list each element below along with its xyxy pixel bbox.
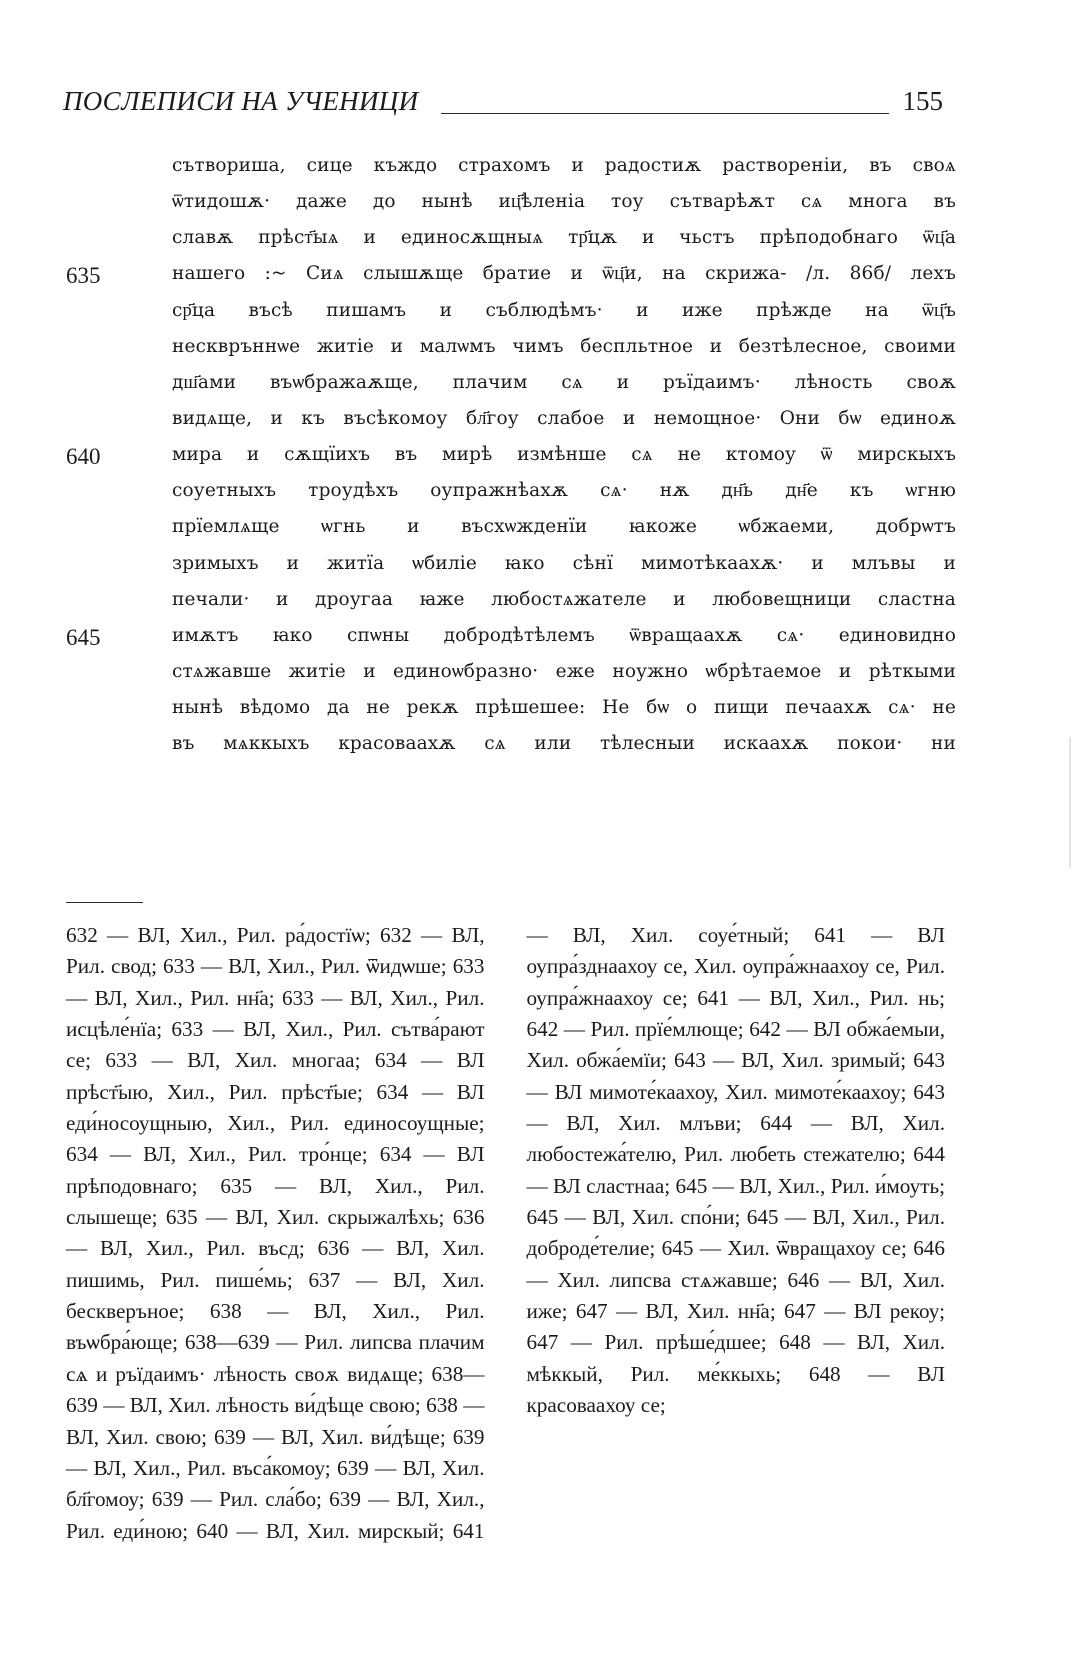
text-line — [66, 550, 956, 586]
footnote-separator — [66, 902, 143, 903]
text-line — [66, 477, 956, 513]
text-line — [66, 694, 956, 730]
text-line — [66, 622, 956, 658]
header-rule — [441, 113, 889, 114]
scan-edge-mark — [1069, 737, 1071, 868]
line-text: нашего :~ Сиѧ слышѫще братие и ѿц҃и, на скрижа- /л. 86б/ лехъ — [172, 263, 956, 285]
text-line — [66, 297, 956, 333]
text-line — [66, 730, 956, 766]
line-text: славѫ прѣст҃ыѧ и единосѫщныѧ тр҃цѫ и чьстъ прѣподобнаго ѿц҃а — [172, 227, 956, 249]
footnotes — [66, 920, 945, 1560]
main-text — [66, 152, 956, 766]
line-text: имѫтъ ꙗко спѡны добродѣтѣлемъ ѿвращаахѫ сѧ· единовидно — [172, 624, 956, 646]
text-line — [66, 152, 956, 188]
line-text: видѧще, и къ въсѣкомоу бл҃гоу слабое и немощное· Они бѡ единоѫ — [172, 407, 956, 429]
page-header — [63, 86, 943, 126]
line-number: 640 — [66, 444, 101, 470]
line-number: 635 — [66, 263, 101, 289]
line-text: печали· и дроугаа ꙗже любостѧжателе и любовещници сластна — [172, 588, 956, 610]
text-line — [66, 513, 956, 549]
footnote-text: 632 — ВЛ, Хил., Рил. ра́достїѡ; 632 — ВЛ, Рил. свод; 633 — ВЛ, Хил., Рил. ѿидѡше; 633 — ВЛ, Хил., Рил. нн҃а; 633 — ВЛ, Хил., Рил. исцѣле́нїа; 633 — ВЛ, Хил., Рил. сътва́рают се; 633 — ВЛ, Хил. многаа; 634 — ВЛ прѣст҃ыю, Хил., Рил. прѣст҃ые; 634 — ВЛ еди́носоущныю, Хил., Рил. единосоущные; 634 — ВЛ, Хил., Рил. тро́нце; 634 — ВЛ прѣподовнаго; 635 — ВЛ, Хил., Рил. слышеще; 635 — ВЛ, Хил. скрыжалѣхь; 636 — ВЛ, Хил., Рил. въсд; 636 — ВЛ, Хил. пишимь, Рил. пише́мь; 637 — ВЛ, Хил. бескверъное; 638 — ВЛ, Хил., Рил. въѡбра́юще; 638—639 — Рил. липсва плачим сѧ и ръїдаимъ· лѣность своѫ видѧще; 638—639 — ВЛ, Хил. лѣность ви́дѣще свою; 638 — ВЛ, Хил. свою; 639 — ВЛ, Хил. ви́дѣще; 639 — ВЛ, Хил., Рил. въса́комоу; 639 — ВЛ, Хил. бл҃гомоу; 639 — Рил. сла́бо; 639 — ВЛ, Хил., Рил. еди́ною; 640 — ВЛ, Хил. мирскый; 641 — ВЛ, Хил. соуе́тный; 641 — ВЛ оупра́зднаахоу се, Хил. оупра́жнаахоу се, Рил. оупра́жнаахоу се; 641 — ВЛ, Хил., Рил. нь; 642 — Рил. прїе́млюще; 642 — ВЛ обжа́емыи, Хил. обжа́емїи; 643 — ВЛ, Хил. зримый; 643 — ВЛ мимоте́каахоу, Хил. мимоте́каахоу; 643 — ВЛ, Хил. млъви; 644 — ВЛ, Хил. любостежа́телю, Рил. любеть стежателю; 644 — ВЛ сластнаа; 645 — ВЛ, Хил., Рил. и́моуть; 645 — ВЛ, Хил. спо́ни; 645 — ВЛ, Хил., Рил. доброде́телие; 645 — Хил. ѿвращахоу се; 646 — Хил. липсва стѧжавше; 646 — ВЛ, Хил. иже; 647 — ВЛ, Хил. нн҃а; 647 — ВЛ рекоу; 647 — Рил. прѣше́дшее; 648 — ВЛ, Хил. мѣккый, Рил. ме́ккыхь; 648 — ВЛ красоваахоу се; — [66, 923, 945, 1543]
text-line — [66, 260, 956, 296]
text-line — [66, 405, 956, 441]
line-text: прїемлѧще ѡгнь и въсхѡжденїи ꙗкоже ѡбжаеми, добрѡтъ — [172, 516, 956, 538]
text-line — [66, 333, 956, 369]
line-text: нынѣ вѣдомо да не рекѫ прѣшешее: Не бѡ о пищи печаахѫ сѧ· не — [172, 697, 956, 719]
line-text: соуетныхъ троудѣхъ оупражнѣахѫ сѧ· нѫ дн҃ь дн҃е къ ѡгню — [172, 480, 956, 502]
text-line — [66, 224, 956, 260]
line-text: ѿтидошѫ· даже до нынѣ иц҃ѣленіа тоу сътварѣѫт сѧ многа въ — [172, 191, 956, 213]
line-text: стѧжавше житіе и единоѡбразно· еже ноужно ѡбрѣтаемое и рѣткыми — [172, 660, 956, 682]
line-text: въ мѧккыхъ красоваахѫ сѧ или тѣлесныи искаахѫ покои· ни — [172, 733, 956, 755]
text-line — [66, 188, 956, 224]
line-text: ср҃ца въсѣ пишамъ и съблюдѣмъ· и иже прѣжде на ѿц҃ъ — [172, 299, 956, 321]
line-text: дш҃ами въѡбражаѫще, плачим сѧ и ръїдаимъ· лѣность своѫ — [172, 371, 956, 393]
page-number: 155 — [902, 86, 943, 116]
text-line — [66, 586, 956, 622]
text-line — [66, 441, 956, 477]
text-line — [66, 369, 956, 405]
line-text: сътвориша, сице къждо страхомъ и радостиѫ раствореніи, въ своѧ — [172, 155, 956, 176]
running-title: ПОСЛЕПИСИ НА УЧЕНИЦИ — [63, 86, 419, 116]
text-line — [66, 658, 956, 694]
line-number: 645 — [66, 624, 101, 650]
line-text: несквръннѡе житіе и малѡмъ чимъ беспльтное и безтѣлесное, своими — [172, 335, 956, 357]
line-text: зримыхъ и житїа ѡбиліе ꙗко сѣнї мимотѣкаахѫ· и млъвы и — [172, 552, 956, 574]
line-text: мира и сѫщїихъ въ мирѣ измѣнше сѧ не ктомоу ѿ мирскыхъ — [172, 444, 956, 466]
